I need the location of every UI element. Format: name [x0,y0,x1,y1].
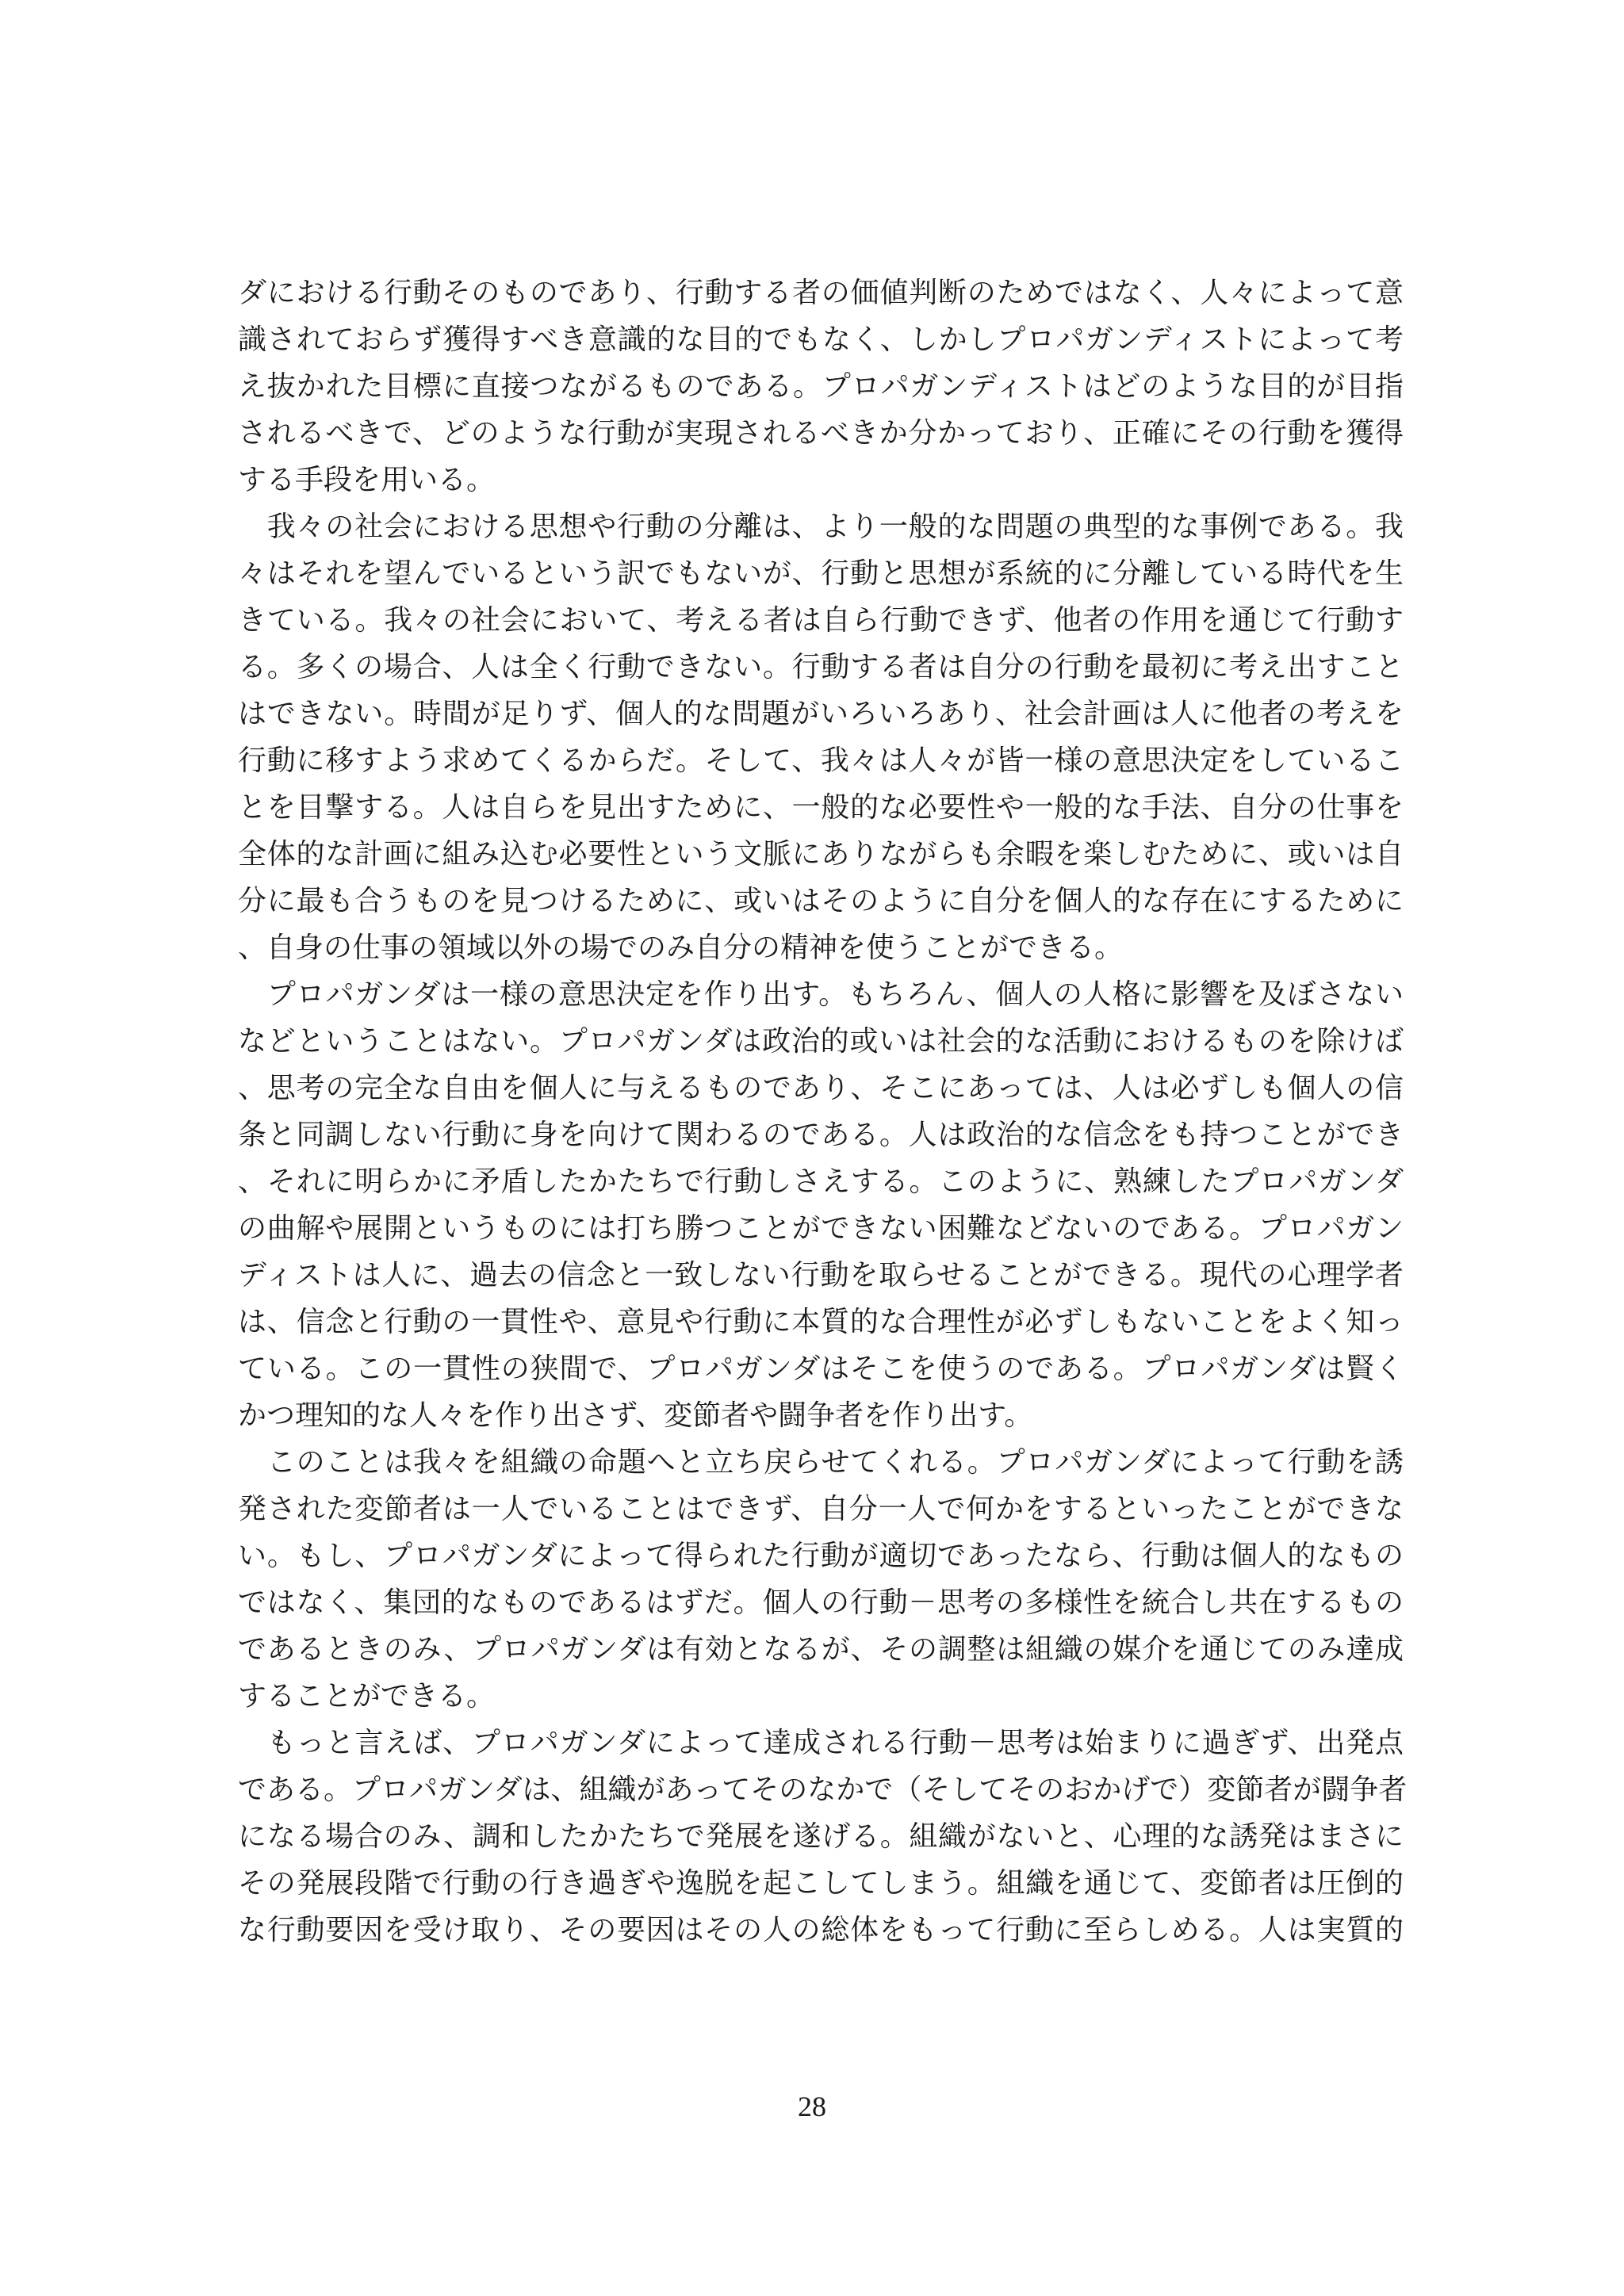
text-line: 識されておらず獲得すべき意識的な目的でもなく、しかしプロパガンディストによって考 [238,323,1404,356]
text-line: ではなく、集団的なものであるはずだ。個人の行動－思考の多様性を統合し共在するもの [238,1586,1404,1619]
body-text [238,270,1408,1954]
text-line: の曲解や展開というものには打ち勝つことができない困難などないのである。プロパガン [238,1212,1404,1245]
text-line: ている。この一貫性の狭間で、プロパガンダはそこを使うのである。プロパガンダは賢く [238,1353,1404,1385]
text-line: 、それに明らかに矛盾したかたちで行動しさえする。このように、熟練したプロパガンダ [238,1165,1404,1198]
text-line: である。プロパガンダは、組織があってそのなかで（そしてそのおかげで）変節者が闘争者 [238,1774,1408,1806]
text-line: などということはない。プロパガンダは政治的或いは社会的な活動におけるものを除けば [238,1025,1404,1058]
text-line: かつ理知的な人々を作り出さず、変節者や闘争者を作り出す。 [238,1399,1033,1432]
text-line: その発展段階で行動の行き過ぎや逸脱を起こしてしまう。組織を通じて、変節者は圧倒的 [238,1867,1404,1900]
text-line: 、思考の完全な自由を個人に与えるものであり、そこにあっては、人は必ずしも個人の信 [238,1072,1404,1104]
text-line: ディストは人に、過去の信念と一致しない行動を取らせることができる。現代の心理学者 [238,1259,1404,1292]
text-line: 発された変節者は一人でいることはできず、自分一人で何かをするといったことができな [238,1493,1404,1525]
text-line: はできない。時間が足りず、個人的な問題がいろいろあり、社会計画は人に他者の考えを [238,698,1404,730]
text-line: い。もし、プロパガンダによって得られた行動が適切であったなら、行動は個人的なもの [238,1540,1404,1572]
text-line: な行動要因を受け取り、その要因はその人の総体をもって行動に至らしめる。人は実質的 [238,1914,1404,1946]
text-line: になる場合のみ、調和したかたちで発展を遂げる。組織がないと、心理的な誘発はまさに [238,1820,1404,1853]
text-line: されるべきで、どのような行動が実現されるべきか分かっており、正確にその行動を獲得 [238,417,1404,450]
text-line: 々はそれを望んでいるという訳でもないが、行動と思想が系統的に分離している時代を生 [238,557,1404,590]
text-line: もっと言えば、プロパガンダによって達成される行動－思考は始まりに過ぎず、出発点 [238,1727,1404,1759]
text-line: プロパガンダは一様の意思決定を作り出す。もちろん、個人の人格に影響を及ぼさない [238,978,1404,1011]
text-line: このことは我々を組織の命題へと立ち戻らせてくれる。プロパガンダによって行動を誘 [238,1446,1404,1479]
text-line: ダにおける行動そのものであり、行動する者の価値判断のためではなく、人々によって意 [238,277,1404,309]
text-line: 条と同調しない行動に身を向けて関わるのである。人は政治的な信念をも持つことができ [238,1119,1404,1151]
text-line: であるときのみ、プロパガンダは有効となるが、その調整は組織の媒介を通じてのみ達成 [238,1633,1404,1666]
text-line: 行動に移すよう求めてくるからだ。そして、我々は人々が皆一様の意思決定をしているこ [238,744,1404,777]
text-line: 我々の社会における思想や行動の分離は、より一般的な問題の典型的な事例である。我 [238,511,1404,543]
text-line: え抜かれた目標に直接つながるものである。プロパガンディストはどのような目的が目指 [238,370,1404,403]
text-line: する手段を用いる。 [238,464,496,496]
text-line: 分に最も合うものを見つけるために、或いはそのように自分を個人的な存在にするために [238,885,1404,917]
text-line: 全体的な計画に組み込む必要性という文脈にありながらも余暇を楽しむために、或いは自 [238,838,1404,871]
text-line: することができる。 [238,1680,496,1712]
text-line: きている。我々の社会において、考える者は自ら行動できず、他者の作用を通じて行動す [238,604,1404,637]
text-line: 、自身の仕事の領域以外の場でのみ自分の精神を使うことができる。 [238,932,1124,964]
page-number: 28 [798,2091,826,2122]
text-line: る。多くの場合、人は全く行動できない。行動する者は自分の行動を最初に考え出すこと [238,651,1404,683]
text-line: は、信念と行動の一貫性や、意見や行動に本質的な合理性が必ずしもないことをよく知っ [238,1306,1404,1338]
text-line: とを目撃する。人は自らを見出すために、一般的な必要性や一般的な手法、自分の仕事を [238,791,1404,824]
